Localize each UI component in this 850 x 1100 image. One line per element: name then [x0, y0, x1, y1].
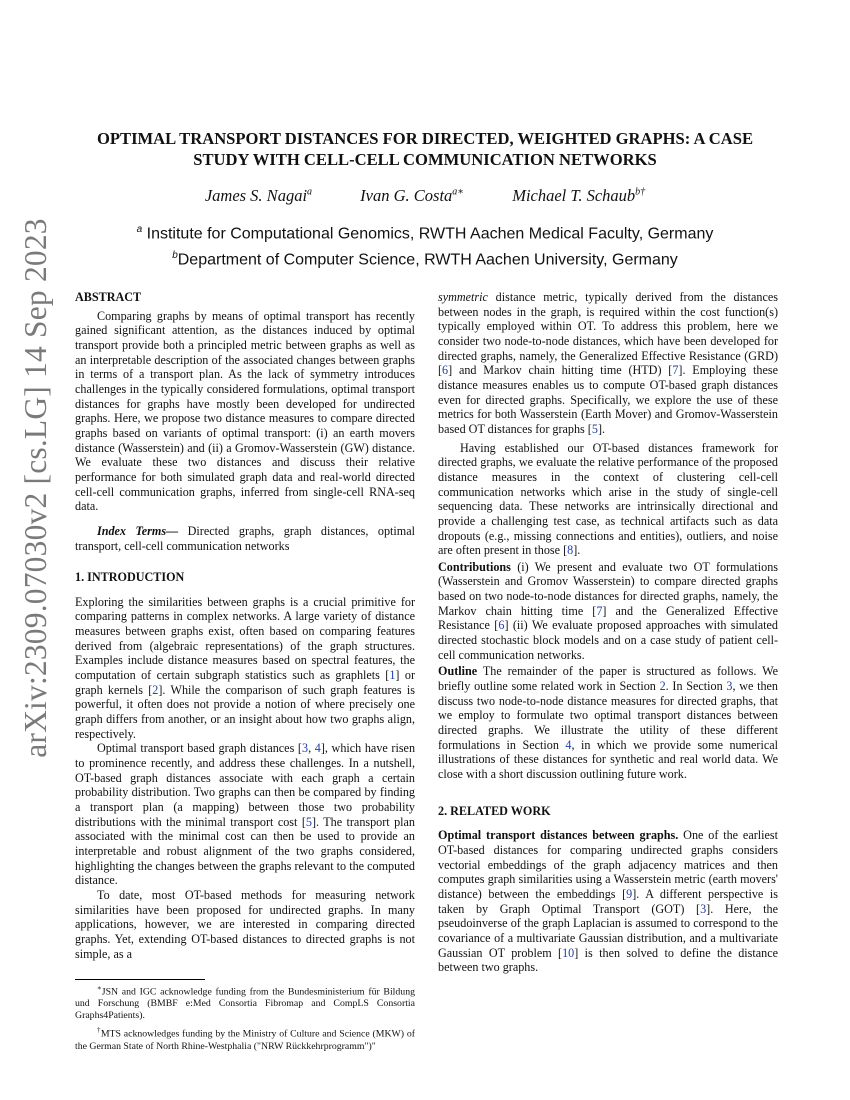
footnote: ∗JSN and IGC acknowledge funding from the Bundesministerium für Bildung und Forschung (BMBF e:Med Consortia Fibromap and CompLS Consortia Graphs4Patients). — [75, 984, 415, 1022]
citation-link[interactable]: 2 — [152, 682, 159, 697]
intro-paragraph-4: Having established our OT-based distances framework for directed graphs, we evaluate the relative performance of the proposed distance measures in the context of clustering cell-cell communication networks which arise in the study of single-cell sequencing data. These networks are intrinsically directional and provide a challenging test case, as technical artifacts such as data dropouts (e.g., missing connections and entities), outliers, and noise are often present in those [8]. — [438, 440, 778, 558]
section-link[interactable]: 3 — [726, 679, 733, 694]
outline-paragraph: Outline The remainder of the paper is structured as follows. We briefly outline some related work in Section 2. In Section 3, we then discuss two node-to-node distance measures for directed graphs, that we employ to formulate two optimal transport distances between directed graphs. We illustrate the utility of these different formulations in Section 4, in which we provide some numerical illustrations of these distances for synthetic and real world data. We close with a short discussion outlining future work. — [438, 664, 778, 781]
paper-title: OPTIMAL TRANSPORT DISTANCES FOR DIRECTED, WEIGHTED GRAPHS: A CASE STUDY WITH CELL-CELL COMMUNICATION NETWORKS — [96, 129, 754, 169]
abstract-text: Comparing graphs by means of optimal transport has recently gained significant attention, as the distances induced by optimal transport provide both a principled metric between graphs as well as an interpretable description of the associated changes between graphs in terms of a transport plan. As the lack of symmetry introduces challenges in the typically considered formulations, optimal transport distances for graphs have mostly been developed for undirected graphs. Here, we propose two distance measures to compare directed graphs based on variants of optimal transport: (i) an earth movers distance (Wasserstein) and (ii) a Gromov-Wasserstein (GW) distance. We evaluate these two distances and discuss their relative performance for both simulated graph data and real-world directed cell-cell communication graphs, inferred from single-cell RNA-seq data. — [75, 308, 415, 514]
citation-link[interactable]: 10 — [562, 945, 575, 960]
citation-link[interactable]: 5 — [305, 814, 312, 829]
contributions-paragraph: Contributions (i) We present and evaluate two OT formulations (Wasserstein and Gromov Wasserstein) to compare directed graphs based on two node-to-node distances for directed graphs, namely, the Markov chain hitting time [7] and the Generalized Effective Resistance [6] (ii) We evaluate proposed approaches with simulated directed stochastic block models and on a case study of patient cell-cell communication networks. — [438, 559, 779, 662]
section-link[interactable]: 4 — [565, 737, 572, 752]
right-column — [438, 290, 778, 975]
section-link[interactable]: 2 — [659, 679, 666, 694]
author: James S. Nagai$^a$ — [204, 185, 313, 205]
citation-link[interactable]: 7 — [596, 603, 603, 618]
citation-link[interactable]: 8 — [567, 543, 574, 558]
arxiv-identifier-text: arXiv:2309.07030v2 [cs.LG] 14 Sep 2023 — [18, 218, 53, 758]
intro-paragraph-1: Exploring the similarities between graphs is a crucial primitive for comparing patterns in complex networks. A large variety of distance measures between graphs exist, often based on comparing features derived from (algebraic representations) of the graph structures. Examples include distance measures based on spectral features, the computation of certain subgraph statistics such as graphlets [1] or graph kernels [2]. While the comparison of such graph features is powerful, it often does not provide a notion of where precisely one graph differs from another, or an insight about how two graphs align, respectively. — [75, 594, 415, 741]
index-terms: Index Terms— Directed graphs, graph distances, optimal transport, cell-cell communication networks — [75, 523, 415, 553]
citation-link[interactable]: 4 — [314, 741, 321, 756]
affiliation: $^a$ Institute for Computational Genomics, RWTH Aachen Medical Faculty, Germany — [136, 224, 714, 243]
citation-link[interactable]: 1 — [389, 668, 396, 683]
arxiv-identifier — [4, 218, 68, 758]
author-list — [0, 182, 850, 206]
left-column — [75, 290, 415, 1053]
citation-link[interactable]: 5 — [591, 421, 598, 436]
citation-link[interactable]: 3 — [700, 901, 707, 916]
section-2-heading: 2. RELATED WORK — [438, 803, 551, 818]
footnote-rule — [75, 979, 205, 980]
related-work-paragraph: Optimal transport distances between graphs. One of the earliest OT-based distances for comparing undirected graphs considers vectorial embeddings of the graph adjacency matrices and then computes graph similarities using a Wasserstein metric (earth movers' distance) between the embeddings [9]. A different perspective is taken by Graph Optimal Transport (GOT) [3]. Here, the pseudoinverse of the graph Laplacian is assumed to correspond to the covariance of a multivariate Gaussian distribution, and a multivariate Gaussian OT problem [10] is then solved to define the distance between two graphs. — [438, 828, 779, 975]
citation-link[interactable]: 6 — [442, 363, 449, 378]
footnote: †MTS acknowledges funding by the Ministry of Culture and Science (MKW) of the German State of North Rhine-Westphalia ("NRW Rückkehrprogramm")" — [75, 1026, 415, 1052]
citation-link[interactable]: 6 — [498, 618, 505, 633]
affiliations — [0, 219, 850, 271]
citation-link[interactable]: 7 — [672, 363, 679, 378]
intro-paragraph-2: Optimal transport based graph distances [3, 4], which have risen to prominence recently, and address these challenges. In a nutshell, OT-based graph distances associate with each graph a certain probability distribution. Two graphs can then be compared by finding a transport plan (a mapping) between those two probability distributions with the minimal transport cost [5]. The transport plan associated with the minimal cost can then be used to provide an interpretable and robust alignment of the two graphs considered, highlighting the changes between the graphs relevant to the computed distance. — [75, 741, 416, 888]
citation-link[interactable]: 3 — [301, 741, 309, 756]
author: Ivan G. Costa$^{a∗}$ — [360, 185, 465, 205]
abstract-heading: ABSTRACT — [75, 290, 142, 304]
citation-link[interactable]: 9 — [626, 886, 633, 901]
section-1-heading: 1. INTRODUCTION — [75, 570, 185, 585]
intro-paragraph-3-start: To date, most OT-based methods for measuring network similarities have been proposed for undirected graphs. In many applications, however, we are interested in comparing directed graphs. Yet, extending OT-based distances to directed graphs is not simple, as a — [75, 887, 415, 961]
author: Michael T. Schaub$^{b\dagger}$ — [512, 185, 646, 205]
intro-paragraph-3-continued: symmetric distance metric, typically derived from the distances between nodes in the graph, is required within the cost function(s) typically employed within OT. To address this problem, here we consider two node-to-node distances, which have been developed for directed graphs, namely, the Generalized Effective Resistance (GRD) [6] and Markov chain hitting time (HTD) [7]. Employing these distance measures enables us to compute OT-based graph distances even for directed graphs. Specifically, we explore the use of these metrics for both Wasserstein (Earth Mover) and Gromov-Wasserstein based OT distances for graphs [5]. — [438, 290, 778, 436]
affiliation: $^b$Department of Computer Science, RWTH Aachen University, Germany — [172, 249, 678, 269]
